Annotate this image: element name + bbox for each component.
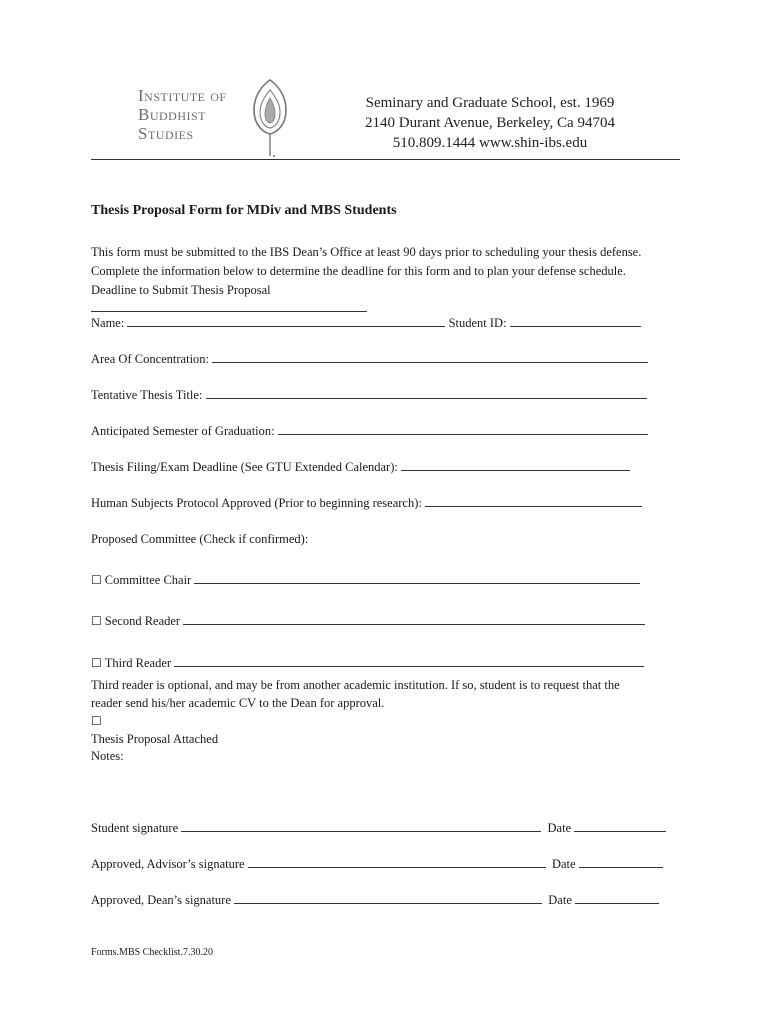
student-signature-field[interactable] xyxy=(181,820,541,832)
dean-date-label: Date xyxy=(548,893,572,907)
school-contact-info xyxy=(340,93,640,153)
third-reader-note xyxy=(91,676,691,748)
form-version-footer: Forms.MBS Checklist.7.30.20 xyxy=(91,947,213,958)
student-signature-label: Student signature xyxy=(91,821,179,835)
lotus-petal-icon xyxy=(250,76,290,160)
notes-label: Notes: xyxy=(91,749,124,763)
deadline-label: Deadline to Submit Thesis Proposal xyxy=(91,283,271,297)
committee-chair-checkbox[interactable]: ☐ xyxy=(91,573,102,587)
proposal-attached-row xyxy=(91,712,691,748)
third-reader-field[interactable] xyxy=(174,655,644,667)
intro-line-2: Complete the information below to determine the deadline for this form and to plan your defense schedule. xyxy=(91,264,626,278)
concentration-label: Area Of Concentration: xyxy=(91,352,210,366)
committee-chair-field[interactable] xyxy=(194,572,640,584)
header-divider xyxy=(91,159,680,160)
proposal-attached-label: Thesis Proposal Attached xyxy=(91,732,219,746)
logo-line-3: Studies xyxy=(138,124,194,143)
committee-chair-row xyxy=(91,572,640,588)
advisor-signature-row xyxy=(91,856,663,872)
third-reader-label: Third Reader xyxy=(104,656,172,670)
form-title: Thesis Proposal Form for MDiv and MBS Students xyxy=(91,203,397,218)
thesis-title-row xyxy=(91,387,647,403)
thesis-title-label: Tentative Thesis Title: xyxy=(91,388,203,402)
form-intro xyxy=(91,243,691,312)
second-reader-checkbox[interactable]: ☐ xyxy=(91,614,102,628)
third-reader-checkbox[interactable]: ☐ xyxy=(91,656,102,670)
deadline-field[interactable] xyxy=(91,300,367,312)
note-line-1: Third reader is optional, and may be from another academic institution. If so, student is to request that the xyxy=(91,678,620,692)
human-subjects-label: Human Subjects Protocol Approved (Prior to beginning research): xyxy=(91,496,422,510)
student-id-field[interactable] xyxy=(510,315,641,327)
human-subjects-field[interactable] xyxy=(425,495,642,507)
name-field[interactable] xyxy=(127,315,445,327)
student-date-field[interactable] xyxy=(574,820,666,832)
dean-signature-field[interactable] xyxy=(234,892,542,904)
second-reader-label: Second Reader xyxy=(104,614,181,628)
second-reader-row xyxy=(91,613,645,629)
advisor-date-label: Date xyxy=(551,857,576,871)
filing-deadline-row xyxy=(91,459,630,475)
graduation-label: Anticipated Semester of Graduation: xyxy=(91,424,275,438)
name-label: Name: xyxy=(91,316,125,330)
dean-date-field[interactable] xyxy=(575,892,659,904)
advisor-date-field[interactable] xyxy=(579,856,663,868)
concentration-row xyxy=(91,351,648,367)
institute-logo-text xyxy=(138,86,227,143)
logo-line-2: Buddhist xyxy=(138,105,207,124)
logo-line-1: Institute of xyxy=(138,86,227,105)
advisor-signature-field[interactable] xyxy=(248,856,546,868)
filing-deadline-field[interactable] xyxy=(401,459,630,471)
proposal-attached-checkbox[interactable]: ☐ xyxy=(91,714,102,728)
student-date-label: Date xyxy=(547,821,572,835)
school-phone-web: 510.809.1444 www.shin-ibs.edu xyxy=(392,135,588,151)
deadline-row xyxy=(91,281,691,312)
graduation-field[interactable] xyxy=(278,423,648,435)
student-signature-row xyxy=(91,820,666,836)
school-tagline: Seminary and Graduate School, est. 1969 xyxy=(365,95,615,111)
dean-signature-label: Approved, Dean’s signature xyxy=(91,893,231,907)
school-address: 2140 Durant Avenue, Berkeley, Ca 94704 xyxy=(365,115,615,131)
second-reader-field[interactable] xyxy=(183,613,645,625)
note-line-2: reader send his/her academic CV to the Dean for approval. xyxy=(91,696,385,710)
dean-signature-row xyxy=(91,892,659,908)
third-reader-row xyxy=(91,655,644,671)
advisor-signature-label: Approved, Advisor’s signature xyxy=(91,857,245,871)
committee-chair-label: Committee Chair xyxy=(104,573,192,587)
human-subjects-row xyxy=(91,495,642,511)
committee-heading: Proposed Committee (Check if confirmed): xyxy=(91,532,309,546)
filing-deadline-label: Thesis Filing/Exam Deadline (See GTU Extended Calendar): xyxy=(91,460,398,474)
concentration-field[interactable] xyxy=(212,351,648,363)
thesis-title-field[interactable] xyxy=(206,387,647,399)
graduation-row xyxy=(91,423,648,439)
student-id-label: Student ID: xyxy=(448,316,507,330)
name-row xyxy=(91,315,641,331)
intro-line-1: This form must be submitted to the IBS Dean’s Office at least 90 days prior to scheduling your thesis defense. xyxy=(91,245,642,259)
